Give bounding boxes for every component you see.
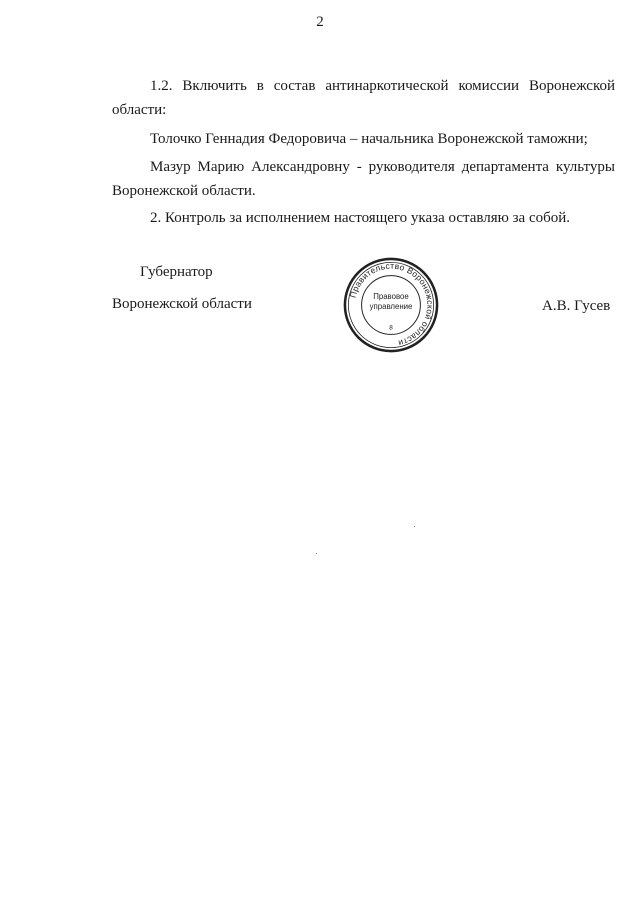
seal-center-line-2: управление: [369, 301, 413, 311]
seal-number: 8: [389, 324, 393, 332]
paragraph-mazur: Мазур Марию Александровну - руководителя департамента культуры Воронежской области.: [112, 159, 615, 199]
seal-center-line-1: Правовое: [373, 292, 409, 302]
scan-speck: [414, 526, 415, 527]
official-seal-stamp: [342, 256, 440, 354]
signature-title-governor: Губернатор: [140, 264, 213, 280]
page-number: 2: [316, 14, 324, 30]
signature-title-region: Воронежской области: [112, 296, 252, 312]
scan-speck: [316, 553, 317, 554]
paragraph-tolochko: Толочко Геннадия Федоровича – начальника Воронежской таможни;: [150, 131, 588, 147]
signature-name: А.В. Гусев: [542, 298, 611, 314]
seal-ring-text: Правительство Воронежской области: [347, 260, 436, 349]
paragraph-commission: 1.2. Включить в состав антинаркотической комиссии Воронежской области:: [112, 78, 615, 118]
paragraph-control: 2. Контроль за исполнением настоящего указа оставляю за собой.: [150, 210, 571, 226]
